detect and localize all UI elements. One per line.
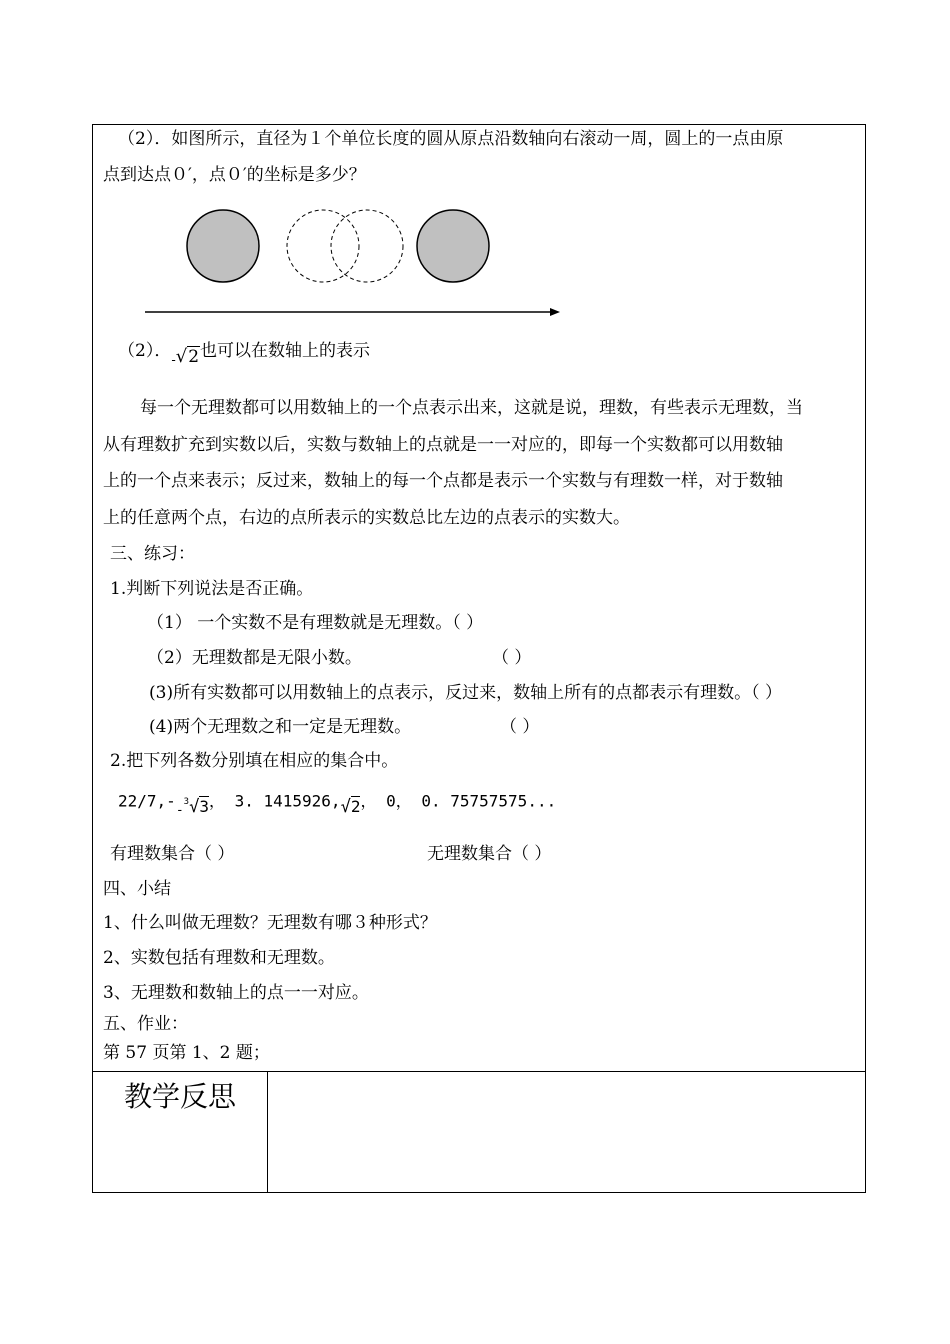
cube-radicand: 3 [199, 797, 209, 817]
sqrt2-expression: √2 [175, 346, 200, 367]
sqrt-suffix: 也可以在数轴上的表示 [200, 341, 371, 361]
reflection-content-cell[interactable] [268, 1072, 865, 1192]
exercise-item-3: (3)所有实数都可以用数轴上的点表示，反过来，数轴上所有的点都表示有理数。（ ） [149, 683, 782, 703]
problem2-line2: 点到达点０′，点０′的坐标是多少？ [103, 165, 366, 185]
exercise-item-4: (4)两个无理数之和一定是无理数。 [149, 717, 412, 737]
sqrt-prefix: （2）． [118, 341, 172, 361]
exercise-item-1: （1） 一个实数不是有理数就是无理数。（ ） [147, 613, 484, 633]
sqrt-line [118, 340, 371, 368]
exercise-item-4-paren: （ ） [500, 717, 540, 737]
sqrt-2-radicand: 2 [350, 797, 361, 817]
rolling-circle-diagram [140, 200, 580, 325]
numbers-line [118, 787, 557, 819]
rolling-circle-a [287, 210, 359, 282]
number-rest: ， 0， 0. 75757575... [360, 791, 557, 811]
neg-sign: - [171, 353, 176, 368]
paragraph-line3: 上的一个点来表示；反过来，数轴上的每一个点都是表示一个实数与有理数一样，对于数轴 [103, 471, 783, 491]
homework-heading: 五、作业： [103, 1014, 188, 1034]
cube-root-3: $^3$√3 [183, 797, 209, 818]
problem2-line1: （2）．如图所示，直径为１个单位长度的圆从原点沿数轴向右滚动一周，圆上的一点由原 [118, 129, 784, 149]
summary-item-3: 3、无理数和数轴上的点一一对应。 [103, 983, 369, 1003]
sqrt-2-number: √2 [340, 797, 361, 818]
summary-item-2: 2、实数包括有理数和无理数。 [103, 948, 335, 968]
cube-index: 3 [183, 797, 190, 807]
reflection-label: 教学反思 [124, 1080, 237, 1113]
number-pi-approx: ， 3. 1415926, [208, 791, 341, 811]
sqrt2-radicand: 2 [188, 347, 200, 367]
exercise-q2: 2.把下列各数分别填在相应的集合中。 [110, 751, 399, 771]
exercise-item-2: （2）无理数都是无限小数。 [147, 648, 362, 668]
axis-arrow [550, 308, 560, 316]
neg-sign-a: - [166, 791, 176, 811]
start-circle [187, 210, 259, 282]
neg-sign-b: - [175, 803, 184, 819]
homework-text: 第 57 页第 1、2 题； [103, 1043, 270, 1063]
exercise-item-2-paren: （ ） [492, 648, 532, 668]
paragraph-line2: 从有理数扩充到实数以后，实数与数轴上的点就是一一对应的，即每一个实数都可以用数轴 [103, 435, 783, 455]
rational-set: 有理数集合（ ） [110, 844, 235, 864]
summary-item-1: 1、什么叫做无理数？无理数有哪３种形式？ [103, 913, 437, 933]
paragraph-line1: 每一个无理数都可以用数轴上的一个点表示出来，这就是说，理数，有些表示无理数，当 [140, 398, 803, 418]
paragraph-line4: 上的任意两个点，右边的点所表示的实数总比左边的点表示的实数大。 [103, 508, 630, 528]
rolling-circle-b [331, 210, 403, 282]
exercise-q1: 1.判断下列说法是否正确。 [110, 579, 314, 599]
summary-heading: 四、小结 [103, 879, 171, 899]
end-circle [417, 210, 489, 282]
exercise-heading: 三、练习： [110, 544, 195, 564]
irrational-set: 无理数集合（ ） [427, 844, 552, 864]
number-22-7: 22/7, [118, 791, 167, 811]
